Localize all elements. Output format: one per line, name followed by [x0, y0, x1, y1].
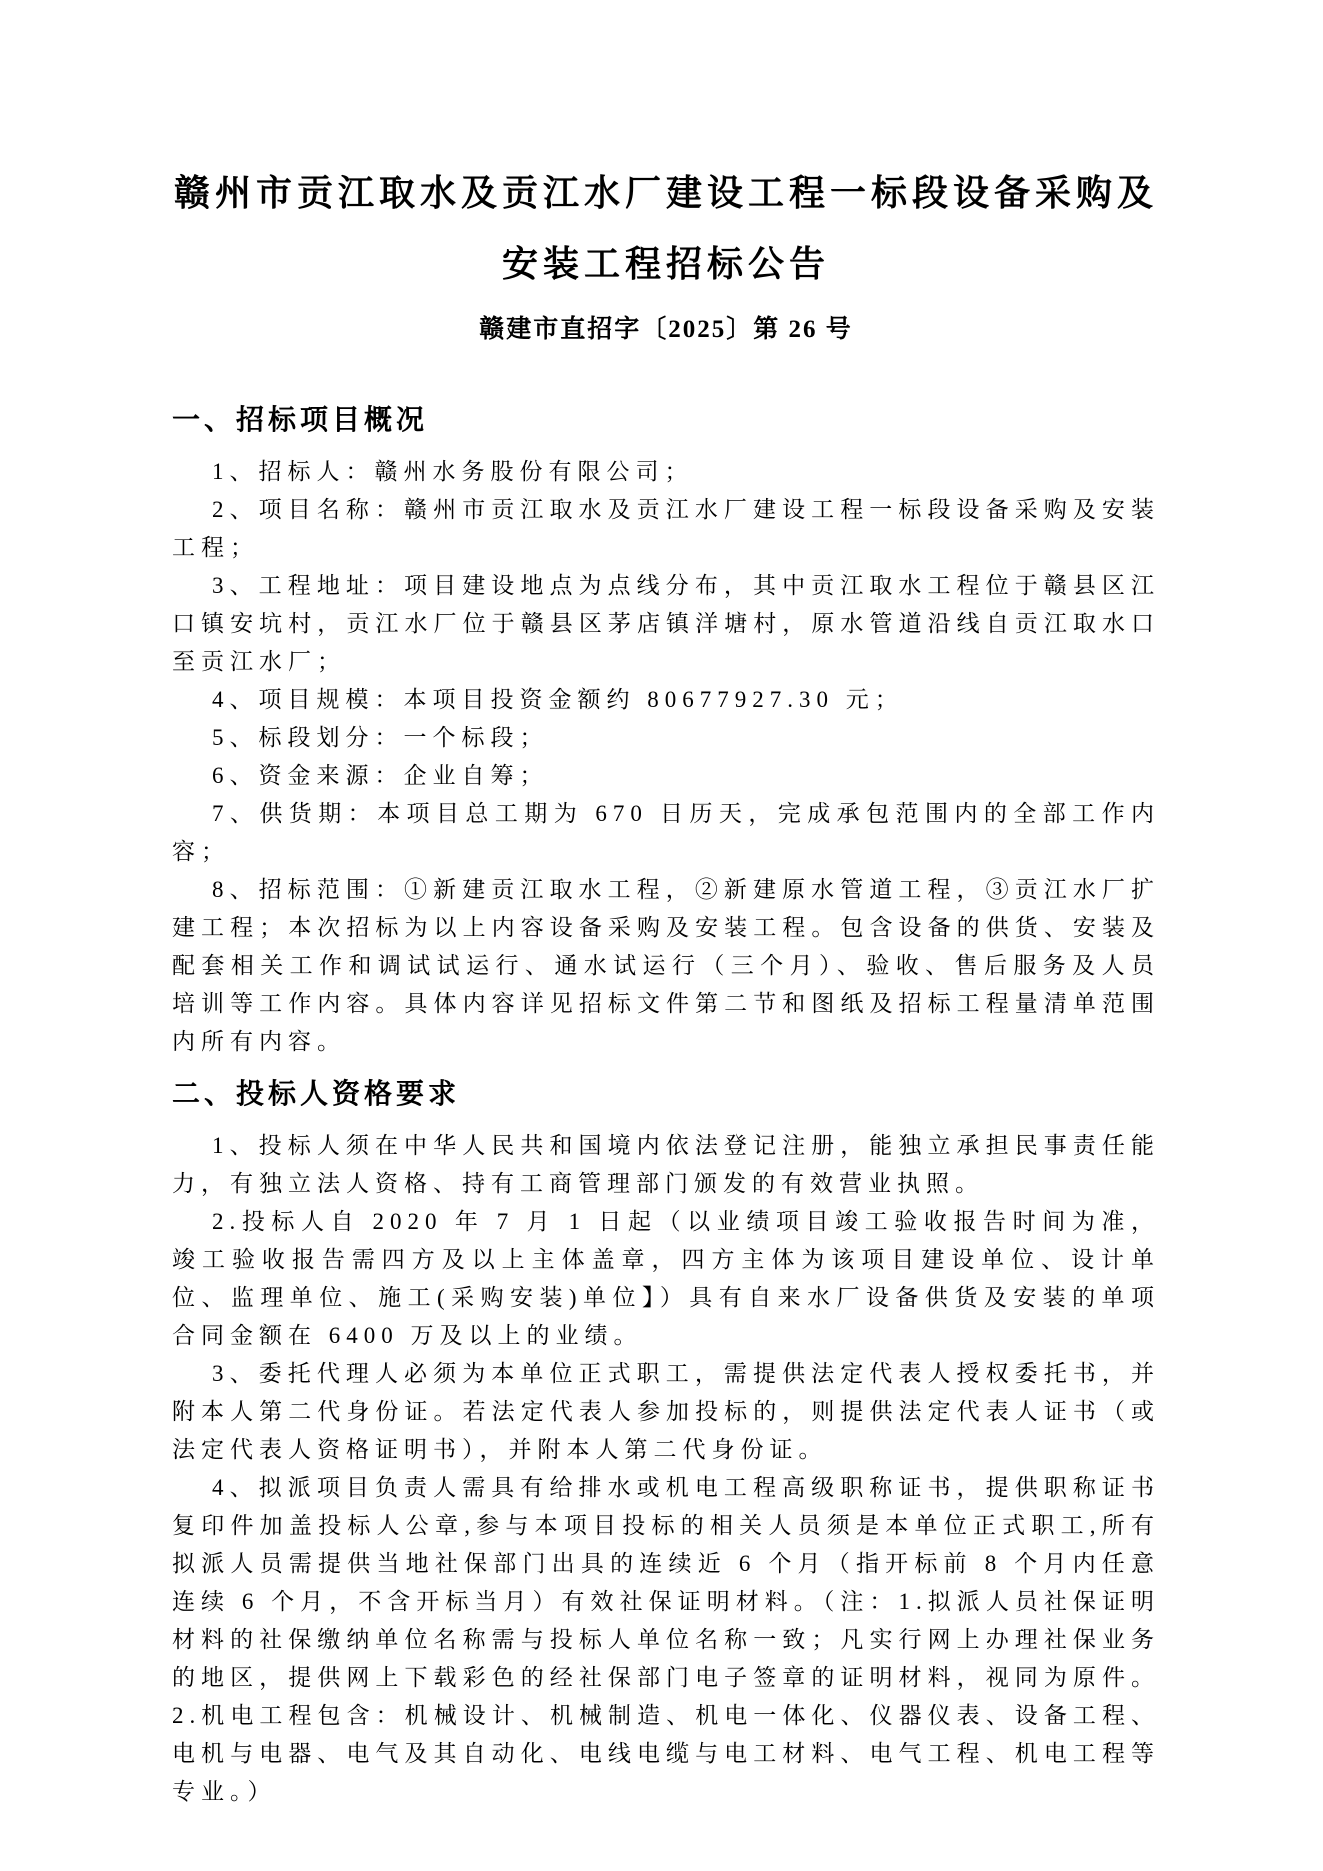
- paragraph-registration-requirement: 1、投标人须在中华人民共和国境内依法登记注册，能独立承担民事责任能力，有独立法人资格、持有工商管理部门颁发的有效营业执照。: [172, 1133, 1160, 1196]
- paragraph-tender-scope: 8、招标范围：①新建贡江取水工程，②新建原水管道工程，③贡江水厂扩建工程；本次招标为以上内容设备采购及安装工程。包含设备的供货、安装及配套相关工作和调试试运行、通水试运行（三个月）、验收、售后服务及人员培训等工作内容。具体内容详见招标文件第二节和图纸及招标工程量清单范围内所有内容。: [172, 877, 1160, 1054]
- title-line-1: 赣州市贡江取水及贡江水厂建设工程一标段设备采购及: [173, 173, 1158, 213]
- paragraph-performance-requirement: 2.投标人自 2020 年 7 月 1 日起（以业绩项目竣工验收报告时间为准，竣工验收报告需四方及以上主体盖章，四方主体为该项目建设单位、设计单位、监理单位、施工(采购安装)单位】）具有自来水厂设备供货及安装的单项合同金额在 6400 万及以上的业绩。: [172, 1209, 1160, 1348]
- paragraph-bidder: 1、招标人：赣州水务股份有限公司；: [212, 459, 694, 484]
- paragraph-lot-division: 5、标段划分：一个标段；: [212, 725, 549, 750]
- paragraph-project-name: 2、项目名称：赣州市贡江取水及贡江水厂建设工程一标段设备采购及安装工程；: [172, 497, 1160, 560]
- section-1-heading: 一、招标项目概况: [172, 404, 429, 435]
- document-number: 赣建市直招字〔2025〕第 26 号: [479, 316, 853, 343]
- paragraph-project-leader-requirement: 4、拟派项目负责人需具有给排水或机电工程高级职称证书，提供职称证书复印件加盖投标人公章,参与本项目投标的相关人员须是本单位正式职工,所有拟派人员需提供当地社保部门出具的连续近 6 个月（指开标前 8 个月内任意连续 6 个月，不含开标当月）有效社保证明材料。（注：1.拟派人员社保证明材料的社保缴纳单位名称需与投标人单位名称一致；凡实行网上办理社保业务的地区，提供网上下载彩色的经社保部门电子签章的证明材料，视同为原件。2.机电工程包含：机械设计、机械制造、机电一体化、仪器仪表、设备工程、电机与电器、电气及其自动化、电线电缆与电工材料、电气工程、机电工程等专业。）: [172, 1475, 1160, 1804]
- paragraph-agent-requirement: 3、委托代理人必须为本单位正式职工，需提供法定代表人授权委托书，并附本人第二代身份证。若法定代表人参加投标的，则提供法定代表人证书（或法定代表人资格证明书），并附本人第二代身份证。: [172, 1361, 1160, 1462]
- paragraph-project-scale: 4、项目规模：本项目投资金额约 80677927.30 元；: [212, 687, 904, 712]
- section-2-heading: 二、投标人资格要求: [172, 1078, 461, 1109]
- section-bidder-qualifications: [172, 1075, 1160, 1811]
- section-project-overview: [172, 401, 1160, 1061]
- paragraph-supply-period: 7、供货期：本项目总工期为 670 日历天，完成承包范围内的全部工作内容；: [172, 801, 1160, 864]
- paragraph-project-address: 3、工程地址：项目建设地点为点线分布，其中贡江取水工程位于赣县区江口镇安坑村，贡江水厂位于赣县区茅店镇洋塘村，原水管道沿线自贡江取水口至贡江水厂；: [172, 573, 1160, 674]
- document-title: [172, 158, 1160, 300]
- title-line-2: 安装工程招标公告: [501, 244, 830, 284]
- paragraph-funding-source: 6、资金来源：企业自筹；: [212, 763, 549, 788]
